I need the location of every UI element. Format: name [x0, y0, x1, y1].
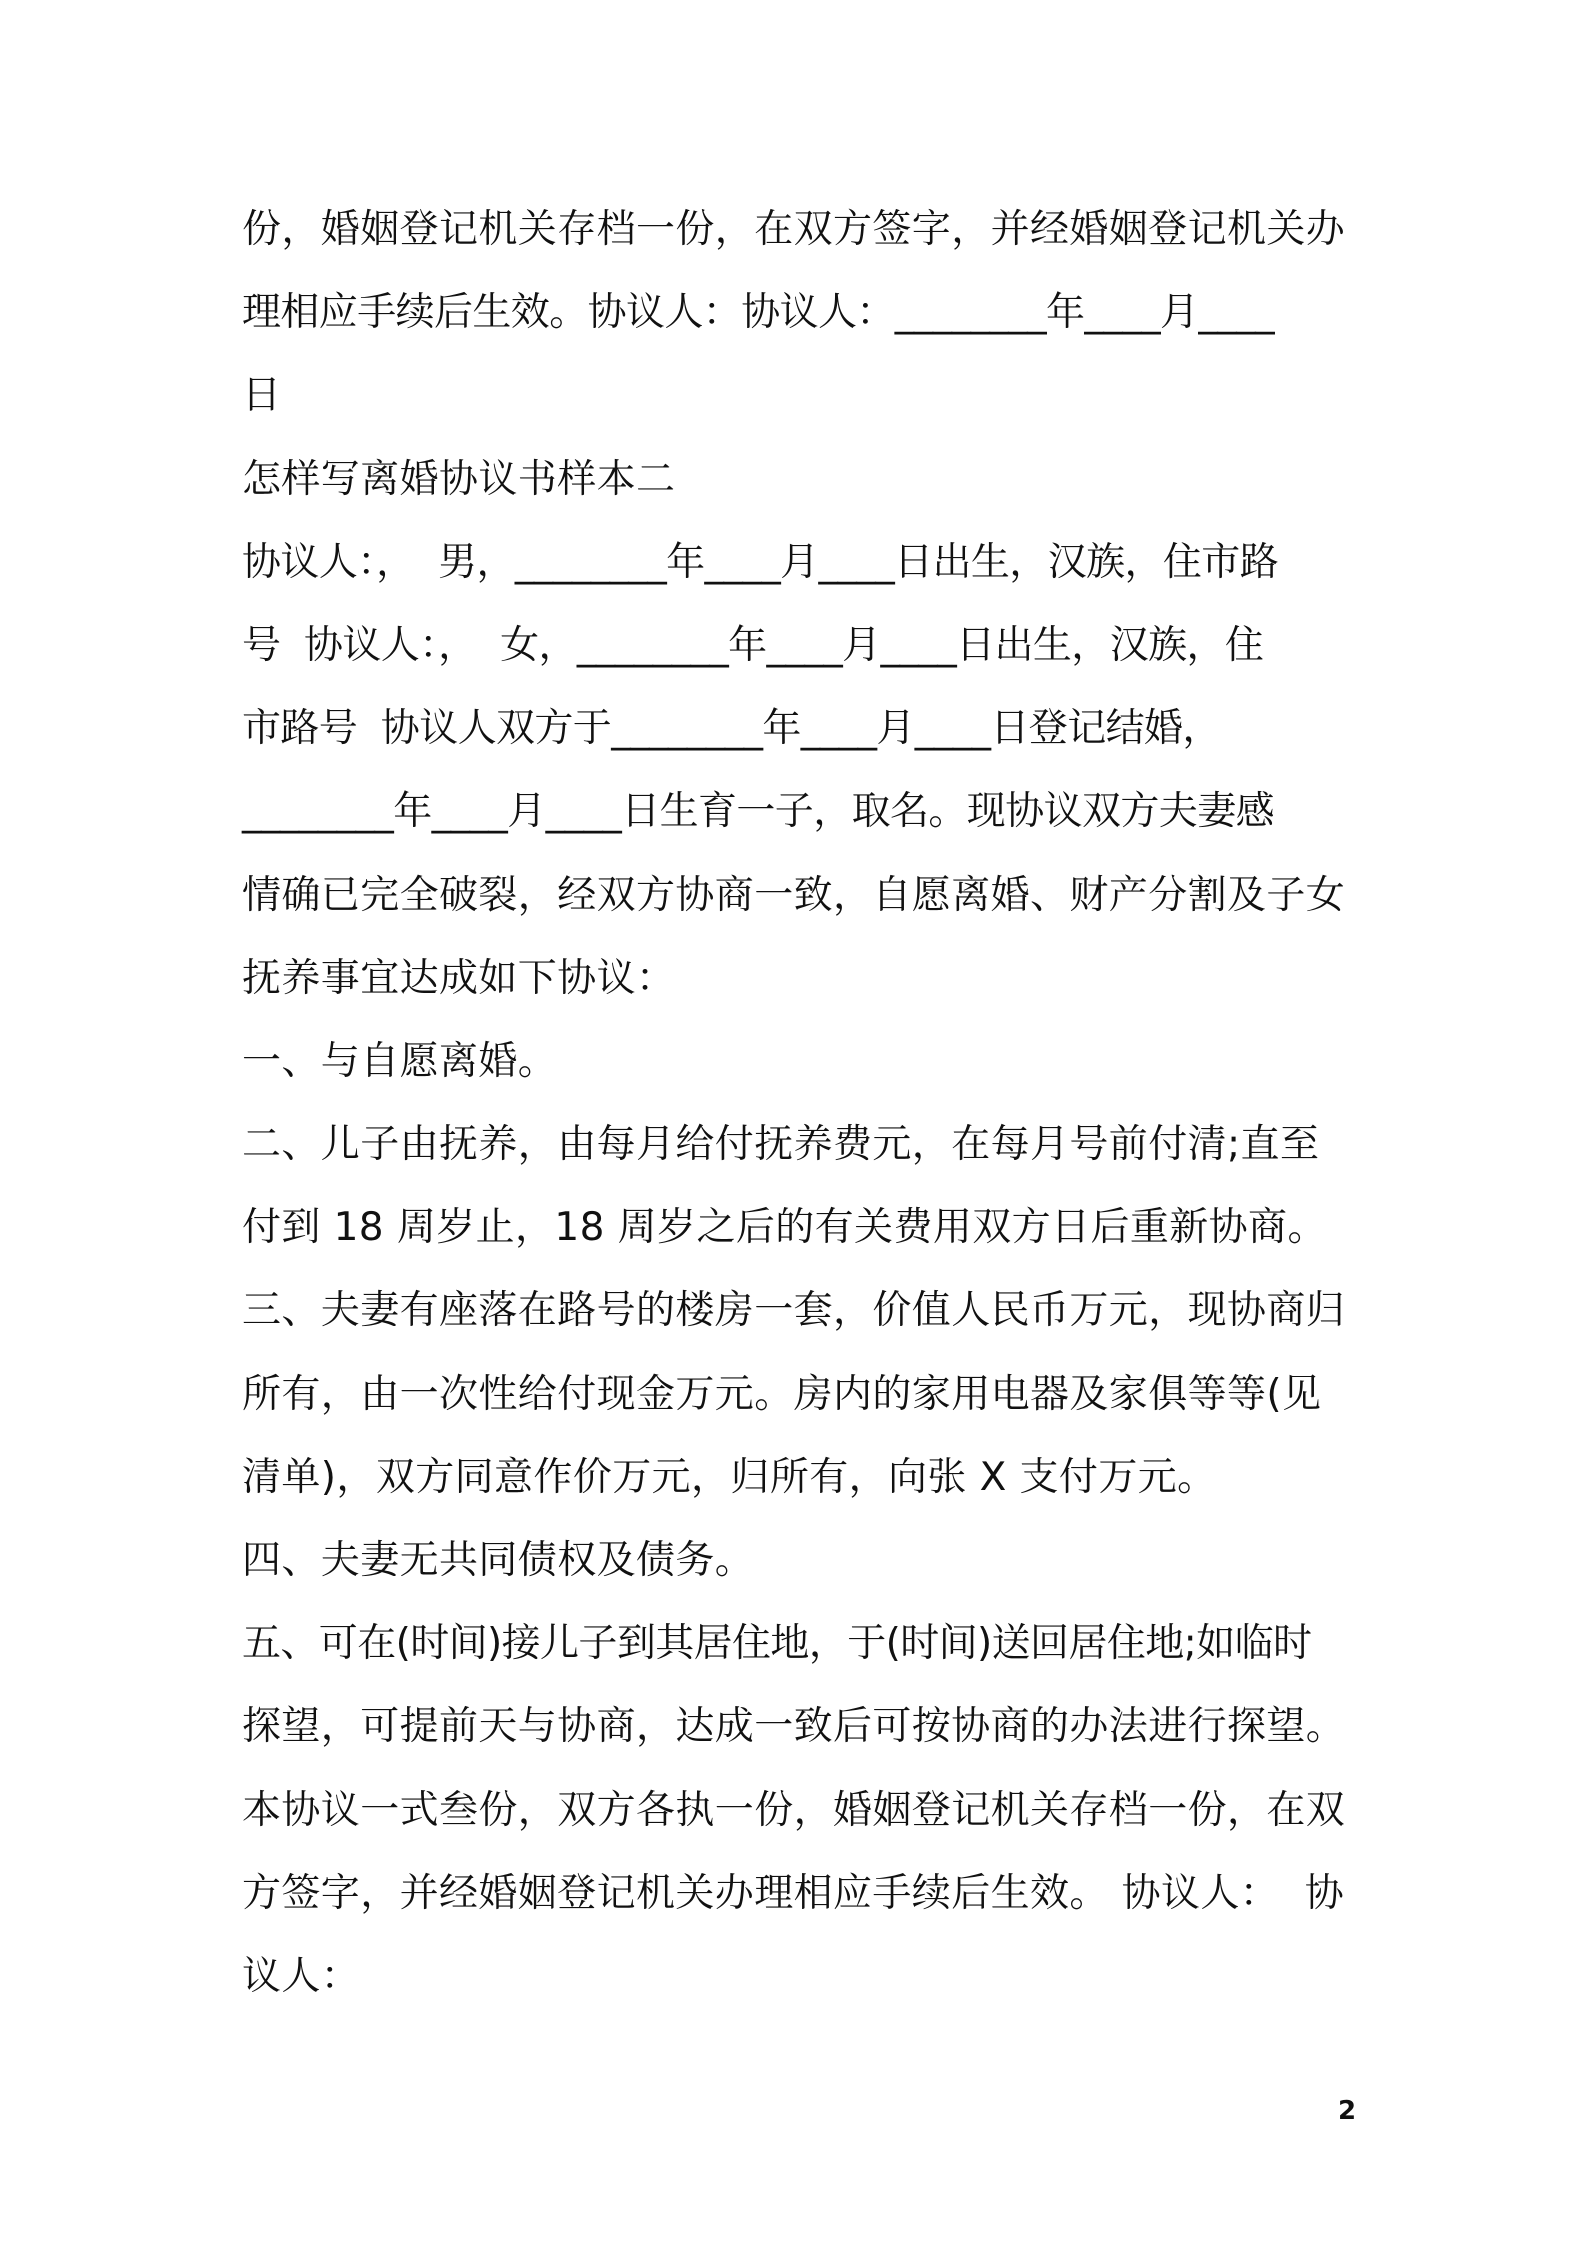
text-line: 协议人：， 男，________年____月____日出生，汉族，住市路	[242, 539, 1279, 585]
text-line: 付到 18 周岁止，18 周岁之后的有关费用双方日后重新协商。	[242, 1205, 1327, 1251]
text-line: 号 协议人：， 女，________年____月____日出生，汉族，住	[242, 622, 1264, 668]
text-line: 日	[242, 373, 282, 419]
section-heading: 怎样写离婚协议书样本二	[242, 456, 676, 502]
clause-item: 一、与自愿离婚。	[242, 1038, 558, 1084]
page-number: 2	[1338, 2096, 1357, 2126]
text-line: 抚养事宜达成如下协议：	[242, 955, 676, 1001]
text-line: ________年____月____日生育一子，取名。现协议双方夫妻感	[242, 789, 1275, 835]
text-line: 清单)，双方同意作价万元，归所有，向张 X 支付万元。	[242, 1454, 1217, 1500]
text-line: 所有，由一次性给付现金万元。房内的家用电器及家俱等等(见	[242, 1371, 1322, 1417]
text-line: 探望，可提前天与协商，达成一致后可按协商的办法进行探望。	[242, 1704, 1346, 1750]
text-line: 份，婚姻登记机关存档一份，在双方签字，并经婚姻登记机关办	[242, 207, 1346, 252]
text-line: 本协议一式叁份，双方各执一份，婚姻登记机关存档一份，在双	[242, 1787, 1346, 1833]
clause-item: 三、夫妻有座落在路号的楼房一套，价值人民币万元，现协商归	[242, 1288, 1346, 1334]
text-line: 方签字，并经婚姻登记机关办理相应手续后生效。 协议人： 协	[242, 1870, 1345, 1916]
text-line: 情确已完全破裂，经双方协商一致，自愿离婚、财产分割及子女	[242, 872, 1346, 918]
text-line: 议人：	[242, 1953, 361, 1999]
clause-item: 五、可在(时间)接儿子到其居住地，于(时间)送回居住地;如临时	[242, 1621, 1312, 1667]
document-body	[242, 188, 1362, 2018]
text-line: 理相应手续后生效。协议人：协议人：________年____月____	[242, 290, 1275, 336]
clause-item: 四、夫妻无共同债权及债务。	[242, 1538, 755, 1583]
clause-item: 二、儿子由抚养，由每月给付抚养费元，在每月号前付清;直至	[242, 1122, 1320, 1168]
text-line: 市路号 协议人双方于________年____月____日登记结婚，	[242, 706, 1221, 752]
